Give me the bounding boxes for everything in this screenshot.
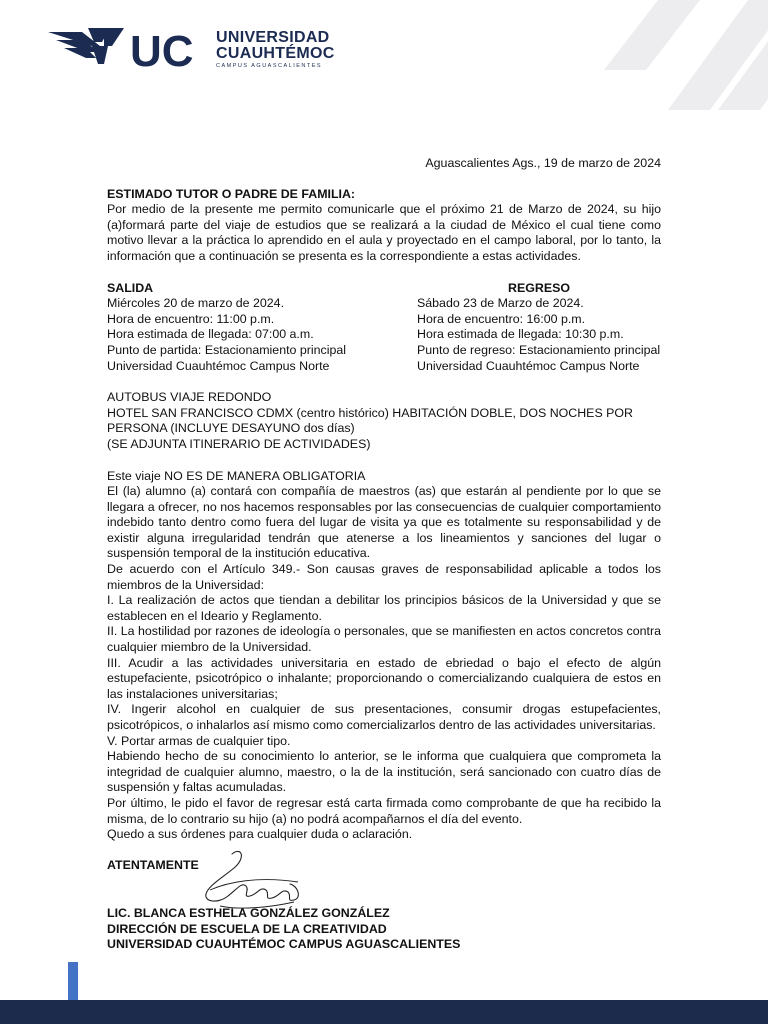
- intro-paragraph: Por medio de la presente me permito comunicarle que el próximo 21 de Marzo de 2024, su hijo (a)formará parte del viaje de estudios que se realizará a la ciudad de México el cual tiene como motivo llevar a la práctica lo aprendido en el aula y proyectado en el campo laboral, por lo tanto, la información que a continuación se presenta es la correspondiente a estas actividades.: [107, 202, 661, 263]
- salutation: ESTIMADO TUTOR O PADRE DE FAMILIA:: [107, 186, 356, 201]
- departure-title: SALIDA: [107, 280, 154, 295]
- body-paragraph: Por último, le pido el favor de regresar está carta firmada como comprobante de que ha recibido la misma, de lo contrario su hijo (a) no podrá acompañarnos el día del evento.: [107, 795, 661, 826]
- university-line2: CUAUHTÉMOC: [216, 45, 335, 62]
- signer-title: DIRECCIÓN DE ESCUELA DE LA CREATIVIDAD: [107, 921, 387, 936]
- letter-body: [107, 156, 661, 843]
- return-title: REGRESO: [508, 280, 570, 295]
- body-paragraph: II. La hostilidad por razones de ideología o personales, que se manifiesten en actos concretos contra cualquier miembro de la Universidad.: [107, 624, 661, 655]
- departure-line: Punto de partida: Estacionamiento principal: [107, 342, 347, 357]
- university-line1: UNIVERSIDAD: [216, 29, 330, 46]
- departure-line: Hora estimada de llegada: 07:00 a.m.: [107, 327, 314, 342]
- departure-column: [107, 281, 417, 375]
- return-line: Hora estimada de llegada: 10:30 p.m.: [417, 327, 624, 342]
- body-paragraph: Este viaje NO ES DE MANERA OBLIGATORIA: [107, 468, 366, 483]
- logo-wordmark: [216, 30, 335, 69]
- departure-line: Miércoles 20 de marzo de 2024.: [107, 296, 285, 311]
- return-column: [417, 281, 661, 375]
- trip-details: [107, 390, 661, 452]
- body-paragraph: De acuerdo con el Artículo 349.- Son causas graves de responsabilidad aplicable a todos los miembros de la Universidad:: [107, 562, 661, 592]
- return-line: Punto de regreso: Estacionamiento principal: [417, 342, 661, 357]
- return-line: Hora de encuentro: 16:00 p.m.: [417, 311, 586, 326]
- campus-label: CAMPUS AGUASCALIENTES: [216, 63, 323, 69]
- body-paragraph: Habiendo hecho de su conocimiento lo anterior, se le informa que cualquiera que comprometa la integridad de cualquier alumno, maestro, o la de la institución, será sancionado con cuatro días de suspensión y faltas acumuladas.: [107, 749, 661, 795]
- signer-block: [107, 906, 460, 953]
- trip-detail: AUTOBUS VIAJE REDONDO: [107, 390, 272, 405]
- schedule-columns: [107, 281, 661, 375]
- departure-line: Universidad Cuauhtémoc Campus Norte: [107, 358, 330, 373]
- conditions-section: [107, 469, 661, 843]
- body-paragraph: Quedo a sus órdenes para cualquier duda o aclaración.: [107, 827, 413, 842]
- return-line: Sábado 23 de Marzo de 2024.: [417, 296, 584, 311]
- logo-mark: UC: [130, 27, 194, 76]
- body-paragraph: I. La realización de actos que tiendan a debilitar los principios básicos de la Universidad y que se establecen en el Ideario y Reglamento.: [107, 593, 661, 623]
- signer-institution: UNIVERSIDAD CUAUHTÉMOC CAMPUS AGUASCALIENTES: [107, 937, 461, 952]
- return-line: Universidad Cuauhtémoc Campus Norte: [417, 358, 640, 373]
- departure-line: Hora de encuentro: 11:00 p.m.: [107, 311, 275, 326]
- body-paragraph: El (la) alumno (a) contará con compañía de maestros (as) que estarán al pendiente por lo que se llegara a ofrecer, no nos hacemos responsables por las consecuencias de cualquier comportamiento indebido tanto dentro como fuera del lugar de visita ya que es totalmente su responsabilidad y de existir alguna irregularidad tendrán que atenerse a los lineamientos y sanciones del lugar o suspensión temporal de la institución educativa.: [107, 484, 661, 561]
- body-paragraph: III. Acudir a las actividades universitaria en estado de ebriedad o bajo el efecto de algún estupefaciente, psicotrópico o inhalante; proporcionando o comercializando cualquiera de estos en las instalaciones universitarias;: [107, 655, 661, 701]
- closing: ATENTAMENTE: [107, 858, 199, 872]
- body-paragraph: IV. Ingerir alcohol en cualquier de sus presentaciones, consumir drogas estupefacientes, psicotrópicos, o inhalarlos así mismo como comercializarlos dentro de las actividades universitarias.: [107, 702, 661, 732]
- body-paragraph: V. Portar armas de cualquier tipo.: [107, 733, 291, 748]
- trip-detail: HOTEL SAN FRANCISCO CDMX (centro histórico) HABITACIÓN DOBLE, DOS NOCHES POR PERSONA (INCLUYE DESAYUNO dos días): [107, 405, 634, 436]
- header-decoration: [568, 0, 768, 110]
- footer-band: [0, 1000, 768, 1024]
- trip-detail: (SE ADJUNTA ITINERARIO DE ACTIVIDADES): [107, 436, 371, 451]
- letter-date: Aguascalientes Ags., 19 de marzo de 2024: [425, 156, 661, 170]
- university-logo: [48, 24, 208, 78]
- signer-name: LIC. BLANCA ESTHELA GONZÁLEZ GONZÁLEZ: [107, 906, 390, 920]
